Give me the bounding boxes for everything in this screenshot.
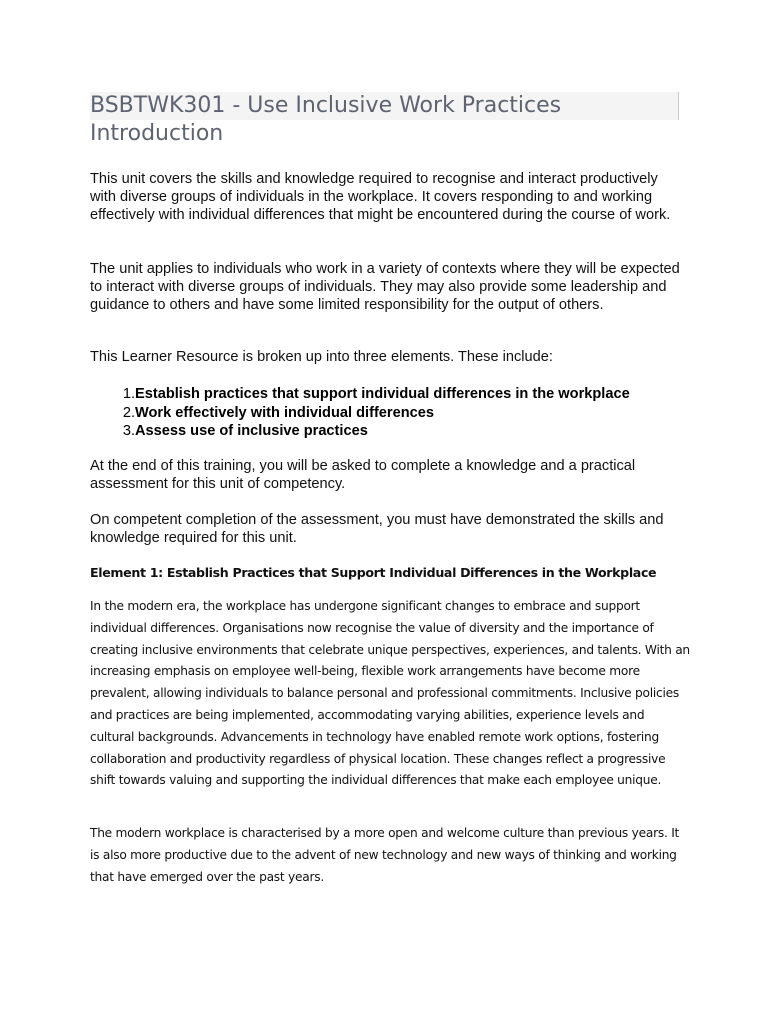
document-title: BSBTWK301 - Use Inclusive Work Practices — [90, 92, 679, 120]
list-item — [90, 385, 680, 404]
document-subtitle: Introduction — [90, 121, 224, 146]
intro-paragraph-4: At the end of this training, you will be asked to complete a knowledge and a practical assessment for this unit of competency. — [90, 458, 636, 492]
elements-list — [90, 385, 680, 441]
intro-paragraph-3: This Learner Resource is broken up into three elements. These include: — [90, 349, 553, 365]
title-block — [90, 92, 680, 148]
list-item-text: Work effectively with individual differences — [135, 404, 434, 421]
list-item — [90, 404, 680, 423]
intro-paragraph-2: The unit applies to individuals who work in a variety of contexts where they will be expected to interact with diverse groups of individuals. They may also provide some leadership and guidance to others and have some limited responsibility for the output of others. — [90, 261, 680, 313]
list-item — [90, 422, 680, 441]
intro-paragraph-1: This unit covers the skills and knowledge required to recognise and interact productively with diverse groups of individuals in the workplace. It covers responding to and working effectively with individual differences that might be encountered during the course of work. — [90, 171, 671, 223]
intro-paragraph-5: On competent completion of the assessment, you must have demonstrated the skills and knowledge required for this unit. — [90, 512, 664, 546]
element-1-heading: Element 1: Establish Practices that Support Individual Differences in the Workplace — [90, 565, 657, 580]
list-item-number: 1. — [122, 386, 135, 402]
list-item-number: 2. — [122, 404, 135, 421]
element-1-paragraph-2: The modern workplace is characterised by a more open and welcome culture than previous years. It is also more productive due to the advent of new technology and new ways of thinking and working that have emerged over the past years. — [90, 826, 680, 884]
list-item-text: Assess use of inclusive practices — [135, 423, 368, 439]
element-1-paragraph-1: In the modern era, the workplace has undergone significant changes to embrace and support individual differences. Organisations now recognise the value of diversity and the importance of creating inclusive environments that celebrate unique perspectives, experiences, and talents. With an increasing emphasis on employee well-being, flexible work arrangements have become more prevalent, allowing individuals to balance personal and professional commitments. Inclusive policies and practices are being implemented, accommodating varying abilities, experience levels and cultural backgrounds. Advancements in technology have enabled remote work options, fostering collaboration and productivity regardless of physical location. These changes reflect a progressive shift towards valuing and supporting the individual differences that make each employee unique. — [90, 599, 690, 788]
list-item-number: 3. — [122, 423, 135, 439]
list-item-text: Establish practices that support individual differences in the workplace — [135, 386, 630, 402]
